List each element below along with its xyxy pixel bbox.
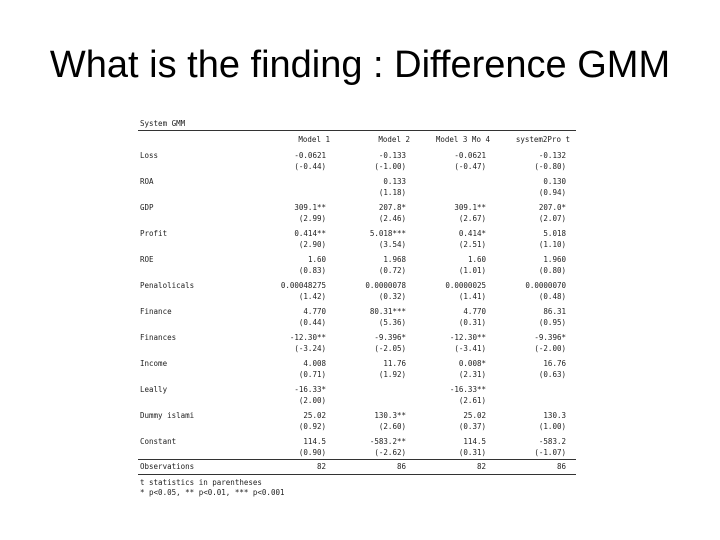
table-row [138, 225, 576, 239]
coefficient-cell: 0.0000070 [525, 281, 566, 290]
tstat-cell: (0.92) [298, 422, 326, 431]
tstat-cell: (0.31) [458, 318, 486, 327]
coefficient-cell: 1.60 [307, 255, 326, 264]
tstat-cell: (0.71) [298, 370, 326, 379]
table-row-tstat [138, 213, 576, 225]
coefficient-cell [256, 173, 336, 187]
table-note: t statistics in parentheses [140, 478, 262, 487]
variable-name: Profit [140, 229, 168, 238]
tstat-cell: (0.37) [458, 422, 486, 431]
regression-table [138, 131, 576, 459]
table-row-tstat [138, 239, 576, 251]
variable-name: Constant [140, 437, 177, 446]
tstat-cell: (0.94) [538, 188, 566, 197]
coefficient-cell: 0.133 [383, 177, 406, 186]
coefficient-cell: 309.1** [294, 203, 326, 212]
slide-title: What is the finding : Difference GMM [49, 44, 671, 86]
coefficient-cell: -16.33** [449, 385, 486, 394]
observations-value: 86 [556, 462, 566, 471]
tstat-cell [416, 187, 496, 199]
tstat-cell: (2.90) [298, 240, 326, 249]
coefficient-cell [336, 381, 416, 395]
tstat-cell: (0.95) [538, 318, 566, 327]
coefficient-cell: 11.76 [383, 359, 406, 368]
tstat-cell: (2.67) [458, 214, 486, 223]
table-row [138, 251, 576, 265]
tstat-cell: (3.54) [378, 240, 406, 249]
coefficient-cell: -0.0621 [294, 151, 326, 160]
table-bottom-rule [138, 474, 576, 475]
coefficient-cell: 114.5 [463, 437, 486, 446]
tstat-cell: (-0.80) [534, 162, 566, 171]
coefficient-cell: -0.0621 [454, 151, 486, 160]
coefficient-cell: 0.414** [294, 229, 326, 238]
observations-value: 82 [316, 462, 326, 471]
variable-name: Penalolicals [140, 281, 195, 290]
tstat-cell: (-3.24) [294, 344, 326, 353]
observations-value: 82 [476, 462, 486, 471]
tstat-blank [138, 291, 256, 303]
tstat-blank [138, 369, 256, 381]
column-header: Model 3 Mo 4 [435, 134, 490, 144]
tstat-cell: (0.31) [458, 448, 486, 457]
tstat-cell: (0.72) [378, 266, 406, 275]
coefficient-cell: 1.60 [467, 255, 486, 264]
tstat-cell: (2.51) [458, 240, 486, 249]
tstat-cell: (2.07) [538, 214, 566, 223]
table-row-tstat [138, 317, 576, 329]
coefficient-cell: 5.018 [543, 229, 566, 238]
variable-name: GDP [140, 203, 154, 212]
table-body [138, 147, 576, 459]
observations-row [138, 460, 576, 474]
coefficient-cell: -0.133 [378, 151, 406, 160]
variable-name: Income [140, 359, 168, 368]
tstat-cell: (0.32) [378, 292, 406, 301]
tstat-cell: (0.80) [538, 266, 566, 275]
column-header: Model 2 [378, 134, 410, 144]
table-row-tstat [138, 447, 576, 459]
tstat-cell: (5.36) [378, 318, 406, 327]
variable-name: Leally [140, 385, 168, 394]
tstat-cell: (2.99) [298, 214, 326, 223]
coefficient-cell: -583.2 [538, 437, 566, 446]
tstat-cell: (0.90) [298, 448, 326, 457]
table-header-row [138, 131, 576, 147]
coefficient-cell: 207.0* [538, 203, 566, 212]
tstat-cell: (2.46) [378, 214, 406, 223]
tstat-cell: (1.41) [458, 292, 486, 301]
table-row [138, 355, 576, 369]
regression-table-image [138, 118, 576, 497]
coefficient-cell: 4.008 [303, 359, 326, 368]
coefficient-cell: 0.414* [458, 229, 486, 238]
coefficient-cell: 207.8* [378, 203, 406, 212]
variable-name: ROA [140, 177, 154, 186]
tstat-cell: (1.92) [378, 370, 406, 379]
table-row-tstat [138, 421, 576, 433]
coefficient-cell: 0.008* [458, 359, 486, 368]
tstat-cell: (0.63) [538, 370, 566, 379]
coefficient-cell: 80.31*** [369, 307, 406, 316]
tstat-cell: (-2.00) [534, 344, 566, 353]
table-row-tstat [138, 291, 576, 303]
table-row-tstat [138, 343, 576, 355]
tstat-blank [138, 213, 256, 225]
coefficient-cell: 25.02 [463, 411, 486, 420]
table-row [138, 173, 576, 187]
tstat-cell: (-2.62) [374, 448, 406, 457]
variable-name: ROE [140, 255, 154, 264]
tstat-cell: (2.60) [378, 422, 406, 431]
tstat-cell [256, 187, 336, 199]
coefficient-cell: 1.960 [543, 255, 566, 264]
observations-value: 86 [396, 462, 406, 471]
tstat-blank [138, 265, 256, 277]
coefficient-cell: -16.33* [294, 385, 326, 394]
coefficient-cell [416, 173, 496, 187]
coefficient-cell: 0.130 [543, 177, 566, 186]
coefficient-cell: 4.770 [303, 307, 326, 316]
tstat-cell: (-0.44) [294, 162, 326, 171]
tstat-blank [138, 395, 256, 407]
coefficient-cell: 309.1** [454, 203, 486, 212]
tstat-cell: (1.01) [458, 266, 486, 275]
table-row-tstat [138, 265, 576, 277]
tstat-cell: (0.83) [298, 266, 326, 275]
tstat-blank [138, 187, 256, 199]
tstat-blank [138, 343, 256, 355]
tstat-cell: (1.18) [378, 188, 406, 197]
variable-name: Finances [140, 333, 177, 342]
table-row [138, 329, 576, 343]
coefficient-cell: 130.3** [374, 411, 406, 420]
coefficient-cell: 4.770 [463, 307, 486, 316]
coefficient-cell: 130.3 [543, 411, 566, 420]
tstat-blank [138, 317, 256, 329]
table-row [138, 199, 576, 213]
table-row [138, 381, 576, 395]
tstat-cell: (-1.07) [534, 448, 566, 457]
table-row [138, 303, 576, 317]
observations-table [138, 460, 576, 474]
column-header: Model 1 [298, 134, 330, 144]
table-note: * p<0.05, ** p<0.01, *** p<0.001 [140, 487, 285, 497]
variable-name: Loss [140, 151, 159, 160]
coefficient-cell: 0.0000078 [365, 281, 406, 290]
coefficient-cell: -9.396* [534, 333, 566, 342]
coefficient-cell: 114.5 [303, 437, 326, 446]
table-row-tstat [138, 395, 576, 407]
variable-name: Finance [140, 307, 172, 316]
tstat-blank [138, 447, 256, 459]
table-row [138, 277, 576, 291]
observations-label: Observations [140, 462, 195, 471]
tstat-cell: (1.10) [538, 240, 566, 249]
coefficient-cell: 0.00048275 [280, 281, 326, 290]
coefficient-cell: -12.30** [289, 333, 326, 342]
tstat-cell [496, 395, 576, 407]
variable-name: Dummy islami [140, 411, 195, 420]
tstat-cell: (0.48) [538, 292, 566, 301]
tstat-cell: (1.00) [538, 422, 566, 431]
coefficient-cell: 0.0000025 [445, 281, 486, 290]
table-row [138, 147, 576, 161]
column-header: system2Pro t [515, 134, 570, 144]
tstat-blank [138, 421, 256, 433]
coefficient-cell: -0.132 [538, 151, 566, 160]
coefficient-cell: -583.2** [369, 437, 406, 446]
tstat-cell [336, 395, 416, 407]
header-blank [138, 131, 256, 147]
tstat-cell: (-0.47) [454, 162, 486, 171]
table-row [138, 407, 576, 421]
table-row-tstat [138, 161, 576, 173]
table-row-tstat [138, 187, 576, 199]
tstat-cell: (0.44) [298, 318, 326, 327]
tstat-cell: (-1.00) [374, 162, 406, 171]
table-notes [138, 478, 576, 497]
tstat-cell: (2.31) [458, 370, 486, 379]
coefficient-cell: 1.968 [383, 255, 406, 264]
coefficient-cell: -9.396* [374, 333, 406, 342]
tstat-blank [138, 161, 256, 173]
tstat-blank [138, 239, 256, 251]
table-title: System GMM [140, 119, 186, 128]
coefficient-cell: 25.02 [303, 411, 326, 420]
tstat-cell: (-2.05) [374, 344, 406, 353]
coefficient-cell: -12.30** [449, 333, 486, 342]
coefficient-cell [496, 381, 576, 395]
tstat-cell: (-3.41) [454, 344, 486, 353]
coefficient-cell: 86.31 [543, 307, 566, 316]
tstat-cell: (2.61) [458, 396, 486, 405]
tstat-cell: (1.42) [298, 292, 326, 301]
tstat-cell: (2.00) [298, 396, 326, 405]
coefficient-cell: 16.76 [543, 359, 566, 368]
table-row-tstat [138, 369, 576, 381]
table-row [138, 433, 576, 447]
coefficient-cell: 5.018*** [369, 229, 406, 238]
